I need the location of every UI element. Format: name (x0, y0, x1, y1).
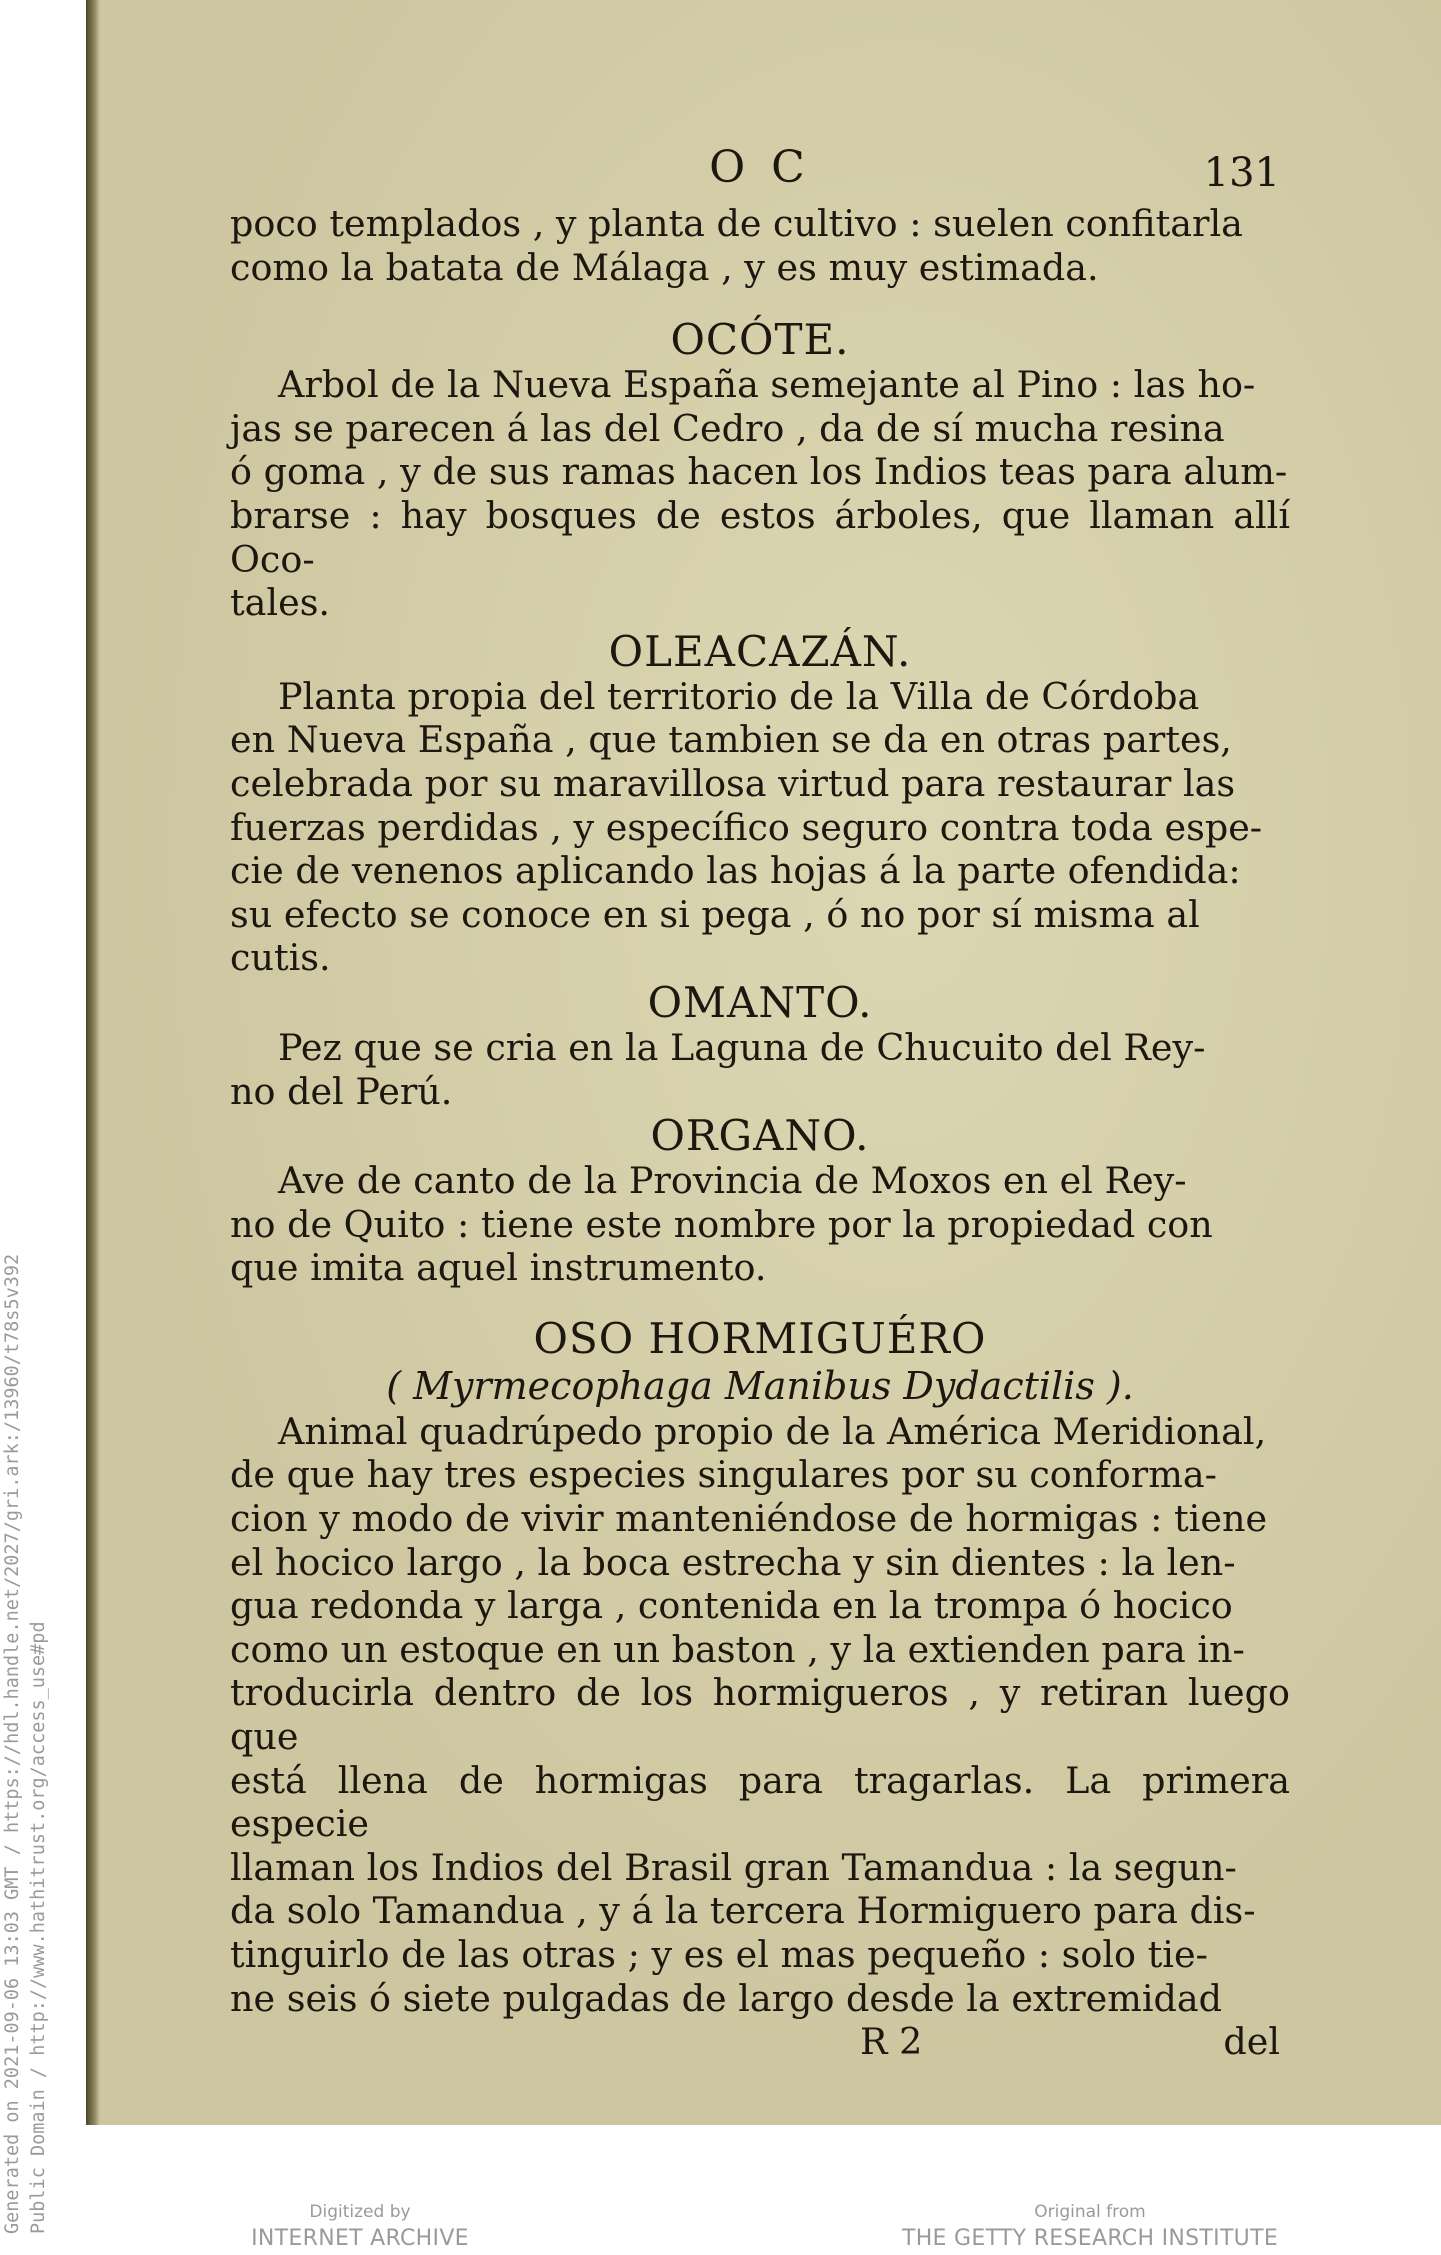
text-line: tinguirlo de las otras ; y es el mas pequeño : solo tie- (230, 1933, 1208, 1976)
entry-paragraph (230, 675, 1290, 980)
text-line: cie de venenos aplicando las hojas á la parte ofendida: (230, 849, 1241, 893)
entry-title: ORGANO. (650, 1111, 870, 1161)
hathitrust-stamp (0, 1254, 52, 2240)
page-signature-line (230, 2020, 1290, 2064)
credit-caption: Digitized by (309, 2202, 411, 2222)
text-line: Animal quadrúpedo propio de la América Meridional, (278, 1409, 1267, 1453)
signature-mark: R 2 (860, 2020, 923, 2064)
text-line: tales. (230, 581, 331, 625)
page-binding-shadow (86, 0, 100, 2125)
text-line: Planta propia del territorio de la Villa de Córdoba (278, 674, 1200, 718)
stamp-line: Public Domain / http://www.hathitrust.org/access_use#pd (28, 1621, 49, 2234)
text-line: fuerzas perdidas , y específico seguro contra toda espe- (230, 805, 1263, 849)
entry-paragraph (230, 1410, 1290, 2020)
text-line: no del Perú. (230, 1069, 453, 1113)
text-line: jas se parecen á las del Cedro , da de sí mucha resina (230, 406, 1225, 450)
text-line: gua redonda y larga , contenida en la trompa ó hocico (230, 1584, 1233, 1628)
header-letters: O C (709, 142, 811, 193)
entry-title: OCÓTE. (670, 315, 850, 365)
entry-title: OMANTO. (647, 977, 873, 1027)
catchword: del (1223, 2020, 1280, 2064)
text-line: troducirla dentro de los hormigueros , y retiran luego que (230, 1671, 1290, 1759)
text-line: que imita aquel instrumento. (230, 1246, 767, 1290)
entry-paragraph (230, 363, 1290, 625)
text-line: ó goma , y de sus ramas hacen los Indios teas para alum- (230, 450, 1288, 494)
page-text (230, 140, 1290, 2064)
entry-title: OSO HORMIGUÉRO (533, 1313, 987, 1363)
entry-paragraph (230, 1159, 1290, 1290)
text-line: el hocico largo , la boca estrecha y sin dientes : la len- (230, 1540, 1236, 1584)
stamp-line: Generated on 2021-09-06 13:03 GMT / https://hdl.handle.net/2027/gri.ark:/13960/t78s5v392 (2, 1253, 23, 2234)
credit-org: THE GETTY RESEARCH INSTITUTE (901, 2226, 1279, 2251)
text-line: de que hay tres especies singulares por su conforma- (230, 1453, 1217, 1497)
text-line: como un estoque en un baston , y la extienden para in- (230, 1627, 1245, 1671)
intro-paragraph (230, 202, 1290, 289)
credit-org: INTERNET ARCHIVE (251, 2226, 469, 2251)
page-number: 131 (1203, 150, 1280, 196)
text-line: está llena de hormigas para tragarlas. La primera especie (230, 1758, 1290, 1846)
text-line: su efecto se conoce en si pega , ó no por sí misma al (230, 892, 1200, 936)
text-line: como la batata de Málaga , y es muy estimada. (230, 245, 1099, 289)
scientific-name: ( Myrmecophaga Manibus Dydactilis ). (386, 1363, 1134, 1408)
text-line: llaman los Indios del Brasil gran Tamandua : la segun- (230, 1845, 1237, 1889)
text-line: ne seis ó siete pulgadas de largo desde la extremidad (230, 1976, 1223, 2020)
text-line: Arbol de la Nueva España semejante al Pino : las ho- (278, 363, 1256, 407)
text-line: poco templados , y planta de cultivo : suelen confitarla (230, 202, 1243, 245)
digitized-by-credit (230, 2200, 490, 2254)
text-line: da solo Tamandua , y á la tercera Hormiguero para dis- (230, 1889, 1256, 1933)
text-line: Pez que se cria en la Laguna de Chucuito del Rey- (278, 1025, 1206, 1069)
running-header (230, 140, 1290, 202)
text-line: en Nueva España , que tambien se da en otras partes, (230, 718, 1232, 762)
text-line: no de Quito : tiene este nombre por la propiedad con (230, 1202, 1213, 1246)
text-line: cion y modo de vivir manteniéndose de hormigas : tiene (230, 1497, 1268, 1541)
text-line: Ave de canto de la Provincia de Moxos en el Rey- (278, 1159, 1187, 1203)
entry-title: OLEACAZÁN. (608, 626, 912, 676)
text-line: brarse : hay bosques de estos árboles, que llaman allí Oco- (230, 493, 1290, 581)
entry-paragraph (230, 1026, 1290, 1113)
text-line: cutis. (230, 936, 331, 980)
original-from-credit (880, 2200, 1300, 2254)
credit-caption: Original from (1034, 2202, 1146, 2222)
text-line: celebrada por su maravillosa virtud para restaurar las (230, 761, 1236, 805)
